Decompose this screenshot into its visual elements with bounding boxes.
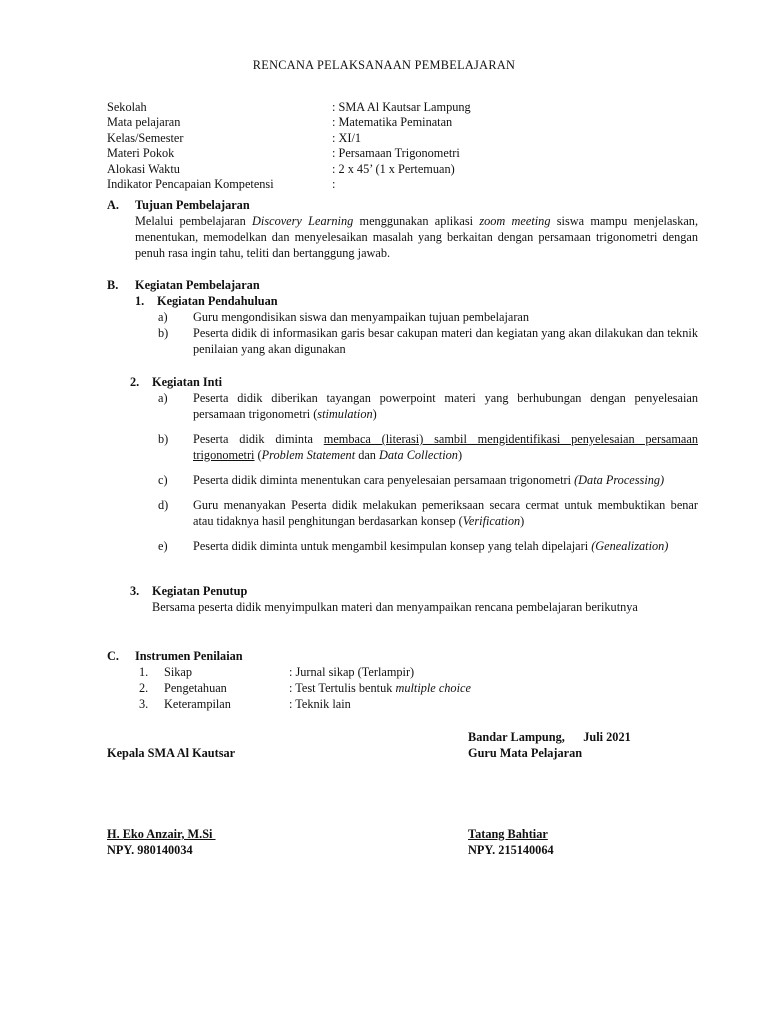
- subsection-title: Kegiatan Inti: [152, 375, 223, 389]
- assessment-number: 3.: [139, 697, 149, 711]
- item-text: [193, 538, 698, 554]
- identity-value: : SMA Al Kautsar Lampung: [332, 100, 471, 114]
- list-item: [158, 497, 698, 529]
- item-text: Guru mengondisikan siswa dan menyampaikan tujuan pembelajaran: [193, 310, 530, 324]
- list-item: [158, 390, 698, 422]
- assessment-row: [139, 696, 559, 712]
- identity-label: Materi Pokok: [107, 146, 175, 161]
- emphasis-text: Data Collection: [379, 448, 458, 462]
- list-item: [158, 309, 698, 325]
- section-b-heading: [107, 277, 260, 293]
- item-number: 2.: [130, 375, 140, 389]
- subsection-title: Kegiatan Pendahuluan: [157, 294, 278, 308]
- left-signatory-role: Kepala SMA Al Kautsar: [107, 746, 236, 760]
- item-number: 1.: [135, 294, 145, 308]
- assessment-row: [139, 664, 559, 680]
- identity-label: Indikator Pencapaian Kompetensi: [107, 176, 274, 191]
- document-title: RENCANA PELAKSANAAN PEMBELAJARAN: [252, 58, 516, 72]
- left-signatory-id: NPY. 980140034: [107, 843, 193, 857]
- item-number: 3.: [130, 584, 140, 598]
- list-item: [158, 431, 698, 463]
- identity-label: Mata pelajaran: [107, 115, 181, 130]
- text-run: ): [520, 514, 525, 528]
- item-marker: b): [158, 432, 169, 446]
- right-signatory-id: NPY. 215140064: [468, 843, 554, 857]
- right-signatory-name: Tatang Bahtiar: [468, 827, 548, 841]
- text-run: Peserta didik diberikan tayangan powerpoint materi yang berhubungan dengan penyelesaian persamaan trigonometri (: [193, 391, 698, 421]
- right-signatory-role: Guru Mata Pelajaran: [468, 746, 583, 760]
- section-title: Instrumen Penilaian: [135, 649, 243, 663]
- section-title: Kegiatan Pembelajaran: [135, 278, 260, 292]
- text-run: Peserta didik diminta untuk mengambil kesimpulan konsep yang telah dipelajari: [193, 539, 589, 553]
- pendahuluan-list: [158, 309, 698, 357]
- text-run: Guru menanyakan Peserta didik melakukan pemeriksaan secara cermat untuk membuktikan benar atau tidaknya hasil penghitungan berdasarkan konsep (: [193, 498, 698, 528]
- assessment-value: [289, 696, 351, 712]
- identity-value: :: [332, 176, 336, 191]
- emphasis-text: (Data Processing): [574, 473, 665, 487]
- emphasis-text: Problem Statement: [261, 448, 356, 462]
- text-run: Melalui pembelajaran: [135, 214, 246, 228]
- item-text: [193, 390, 698, 422]
- text-run: : Test Tertulis bentuk: [289, 681, 396, 695]
- section-c-heading: [107, 648, 243, 664]
- place-date: Bandar Lampung, Juli 2021: [468, 730, 631, 744]
- item-marker: c): [158, 473, 168, 487]
- item-marker: a): [158, 391, 168, 405]
- text-run: ): [372, 407, 377, 421]
- emphasis-text: stimulation: [317, 407, 373, 421]
- identity-label: Sekolah: [107, 100, 147, 114]
- emphasis-text: zoom meeting: [479, 214, 551, 228]
- item-text: [193, 431, 698, 463]
- assessment-label: Keterampilan: [164, 697, 231, 711]
- text-run: menggunakan aplikasi: [359, 214, 474, 228]
- text-run: ): [457, 448, 463, 462]
- section-a-heading: [107, 197, 250, 213]
- penutup-paragraph: Bersama peserta didik menyimpulkan materi dan menyampaikan rencana pembelajaran berikutnya: [152, 600, 638, 614]
- list-item: [158, 325, 698, 357]
- assessment-value: [289, 680, 471, 696]
- left-signatory-name: H. Eko Anzair, M.Si: [107, 827, 216, 841]
- inti-list: [158, 390, 698, 554]
- section-letter: C.: [107, 649, 119, 663]
- identity-value: : Matematika Peminatan: [332, 115, 453, 130]
- text-run: (: [254, 448, 262, 462]
- emphasis-text: Verification: [462, 514, 521, 528]
- emphasis-text: multiple choice: [395, 681, 471, 695]
- section-letter: B.: [107, 278, 119, 292]
- assessment-value: [289, 664, 414, 680]
- list-item: [158, 538, 698, 554]
- kegiatan-pendahuluan-heading: [135, 293, 278, 309]
- section-title: Tujuan Pembelajaran: [135, 198, 250, 212]
- identity-label: Alokasi Waktu: [107, 161, 180, 176]
- text-run: : Teknik lain: [289, 697, 351, 711]
- item-marker: a): [158, 310, 168, 324]
- identity-label: Kelas/Semester: [107, 130, 184, 145]
- identity-value: : XI/1: [332, 130, 362, 145]
- identity-value: : 2 x 45’ (1 x Pertemuan): [332, 161, 455, 176]
- assessment-table: [139, 664, 559, 712]
- kegiatan-penutup-heading: [130, 583, 247, 599]
- item-text: [193, 497, 698, 529]
- item-text: [193, 472, 698, 488]
- text-run: siswa mampu menjelaskan, menentukan, memodelkan dan menyelesaikan masalah yang berkaitan dengan persamaan trigonometri dengan penuh rasa ingin tahu, teliti dan bertanggung jawab.: [135, 214, 699, 260]
- subsection-title: Kegiatan Penutup: [152, 584, 248, 598]
- underlined-text: membaca (literasi) sambil mengidentifikasi penyelesaian persamaan trigonometri: [193, 432, 698, 462]
- text-run: Peserta didik diminta: [193, 432, 324, 446]
- section-a-paragraph: [135, 213, 698, 261]
- assessment-label: Pengetahuan: [164, 681, 227, 695]
- item-marker: e): [158, 539, 168, 553]
- assessment-number: 1.: [139, 665, 149, 679]
- item-marker: d): [158, 498, 169, 512]
- text-run: Peserta didik diminta menentukan cara penyelesaian persamaan trigonometri: [193, 473, 571, 487]
- kegiatan-inti-heading: [130, 374, 222, 390]
- text-run: dan: [355, 448, 380, 462]
- item-text: Peserta didik di informasikan garis besar cakupan materi dan kegiatan yang akan dilakukan dan teknik penilaian yang akan digunakan: [193, 326, 698, 356]
- identity-value: : Persamaan Trigonometri: [332, 146, 460, 161]
- assessment-label: Sikap: [164, 665, 193, 679]
- emphasis-text: Discovery Learning: [252, 214, 354, 228]
- list-item: [158, 472, 698, 488]
- text-run: : Jurnal sikap (Terlampir): [289, 665, 415, 679]
- assessment-row: [139, 680, 559, 696]
- item-marker: b): [158, 326, 169, 340]
- section-letter: A.: [107, 198, 119, 212]
- emphasis-text: (Genealization): [591, 539, 669, 553]
- assessment-number: 2.: [139, 681, 149, 695]
